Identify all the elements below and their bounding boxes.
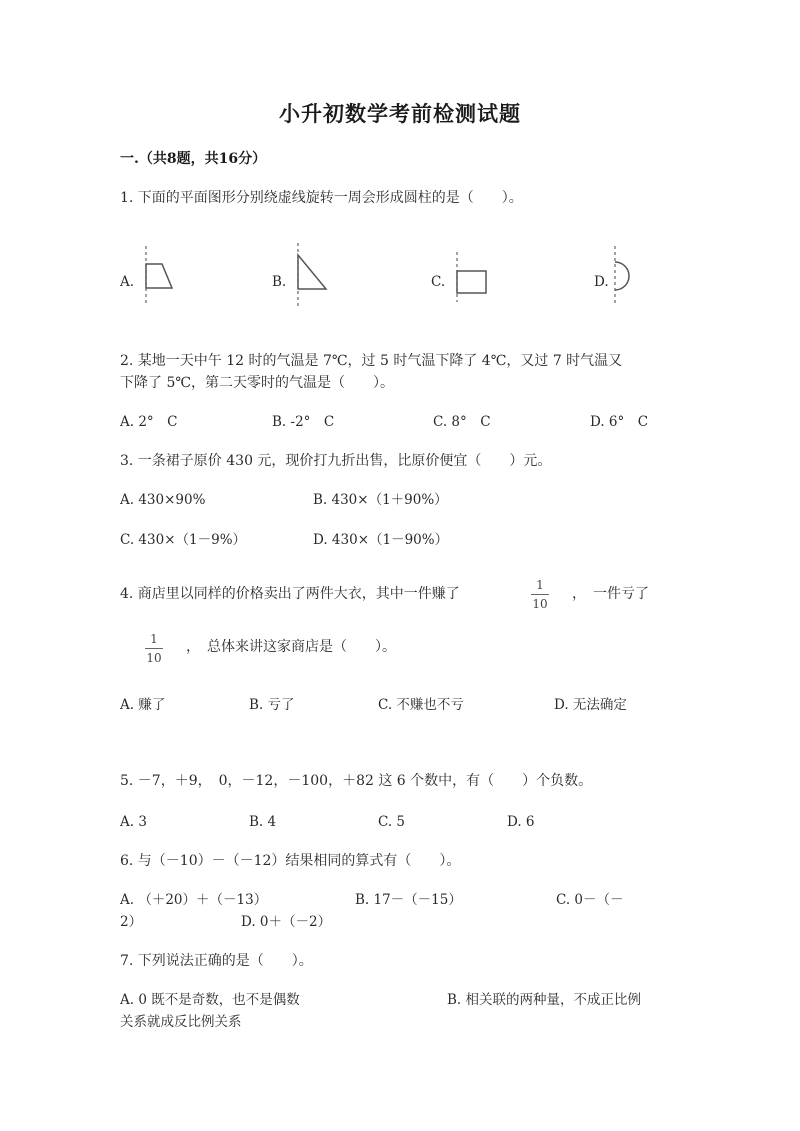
q6-option-b[interactable]: B. 17－（－15） (355, 892, 462, 908)
q1-option-a-label[interactable]: A. (120, 274, 135, 290)
q4-fraction-1 (531, 578, 549, 611)
q6-option-a[interactable]: A. （＋20）＋（－13） (120, 892, 268, 908)
question-5-text: 5. －7，＋9， 0，－12，－100，＋82 这 6 个数中，有（ ）个负数。 (120, 773, 593, 789)
q1-figure-d-semicircle (608, 246, 638, 306)
question-2-line-1: 2. 某地一天中午 12 时的气温是 7℃，过 5 时气温下降了 4℃，又过 7 时气温又 (120, 353, 623, 369)
q4-option-a[interactable]: A. 赚了 (120, 697, 166, 713)
q2-option-c[interactable]: C. 8° C (433, 414, 491, 430)
q1-figure-b-triangle (290, 243, 335, 309)
q2-option-d[interactable]: D. 6° C (590, 414, 649, 430)
q1-figure-a-trapezoid (140, 246, 180, 308)
q4-option-d[interactable]: D. 无法确定 (554, 697, 627, 713)
q7-option-a[interactable]: A. 0 既不是奇数，也不是偶数 (120, 992, 300, 1008)
question-3-text: 3. 一条裙子原价 430 元，现价打九折出售，比原价便宜（ ）元。 (120, 453, 552, 469)
q1-option-b-label[interactable]: B. (272, 274, 287, 290)
q4-fraction-2 (145, 632, 163, 665)
q3-option-b[interactable]: B. 430×（1＋90%） (313, 492, 448, 508)
question-7-text: 7. 下列说法正确的是（ ）。 (120, 953, 313, 969)
q4-option-c[interactable]: C. 不赚也不亏 (378, 697, 464, 713)
q5-option-a[interactable]: A. 3 (120, 814, 147, 830)
q4-fraction-2-numerator: 1 (150, 632, 158, 646)
q4-fraction-2-denominator: 10 (146, 651, 162, 665)
q7-option-b[interactable]: B. 相关联的两种量，不成正比例 (447, 992, 642, 1008)
q5-option-c[interactable]: C. 5 (378, 814, 406, 830)
question-4-part-2: ， 一件亏了 (572, 586, 649, 602)
fraction-bar (145, 648, 163, 649)
q5-option-b[interactable]: B. 4 (249, 814, 277, 830)
q6-option-c[interactable]: C. 0－（－ (556, 892, 624, 908)
q2-option-b[interactable]: B. -2° C (272, 414, 335, 430)
q6-option-d[interactable]: D. 0＋（－2） (241, 914, 332, 930)
q3-option-a[interactable]: A. 430×90% (120, 492, 206, 508)
question-4-part-3: ， 总体来讲这家商店是（ ）。 (186, 639, 396, 655)
fraction-bar (531, 594, 549, 595)
q7-option-b-continued: 关系就成反比例关系 (120, 1014, 242, 1030)
question-4-part-1: 4. 商店里以同样的价格卖出了两件大衣，其中一件赚了 (120, 586, 460, 602)
q4-fraction-1-numerator: 1 (536, 578, 544, 592)
q2-option-a[interactable]: A. 2° C (120, 414, 178, 430)
section-heading: 一.（共8题，共16分） (120, 151, 267, 167)
q1-option-c-label[interactable]: C. (431, 274, 446, 290)
q6-option-c-continued: 2） (120, 914, 143, 930)
q4-fraction-1-denominator: 10 (532, 597, 548, 611)
q1-figure-c-rectangle (452, 252, 492, 304)
question-2-line-2: 下降了 5℃，第二天零时的气温是（ ）。 (120, 375, 395, 391)
q4-option-b[interactable]: B. 亏了 (249, 697, 295, 713)
q5-option-d[interactable]: D. 6 (507, 814, 535, 830)
page-title: 小升初数学考前检测试题 (279, 101, 521, 126)
question-1-text: 1. 下面的平面图形分别绕虚线旋转一周会形成圆柱的是（ ）。 (120, 190, 523, 206)
q3-option-d[interactable]: D. 430×（1－90%） (313, 532, 449, 548)
question-6-text: 6. 与（－10）－（－12）结果相同的算式有（ ）。 (120, 853, 461, 869)
q3-option-c[interactable]: C. 430×（1－9%） (120, 532, 247, 548)
q1-option-d-label[interactable]: D. (594, 274, 609, 290)
